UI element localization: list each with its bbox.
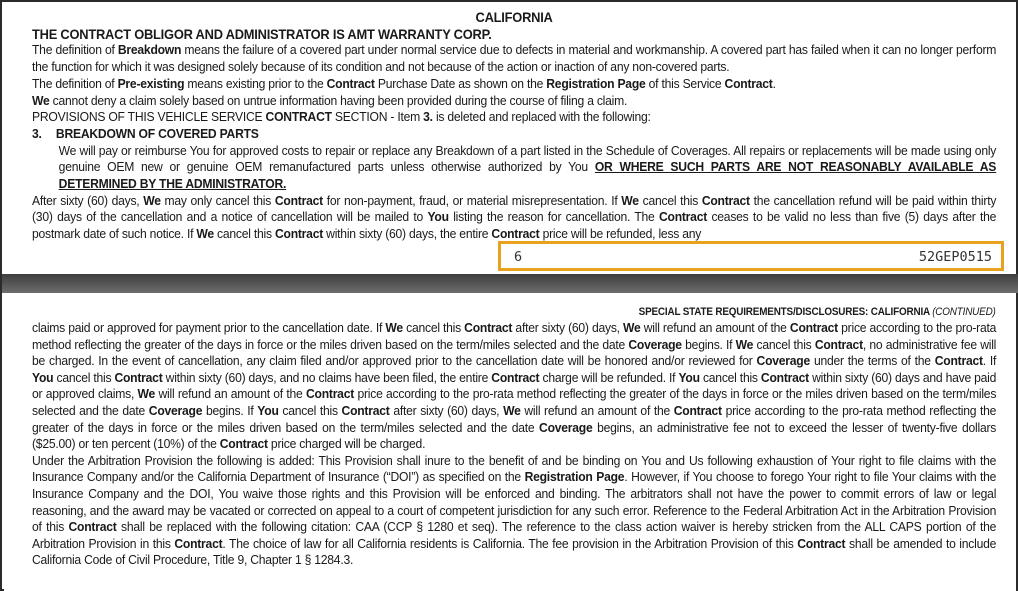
form-code: 52GEP0515 [918, 249, 992, 265]
continued-label: (CONTINUED) [932, 306, 996, 318]
breakdown-definition: The definition of Breakdown means the failure of a covered part under normal service due to defects in material and workmanship. A covered part has failed when it can no longer perform the function for which it was designed solely because of its condition and not because of the action or inaction of any non-covered parts. [32, 42, 997, 75]
document-page-1 [4, 4, 1016, 272]
preexisting-definition: The definition of Pre-existing means existing prior to the Contract Purchase Date as shown on the Registration Page of this Service Contract. [32, 75, 776, 91]
running-header: SPECIAL STATE REQUIREMENTS/DISCLOSURES: CALIFORNIA (CONTINUED) [639, 306, 996, 318]
arbitration-paragraph: Under the Arbitration Provision the following is added: This Provision shall inure to the benefit of and be binding on You and Us following exhaustion of Your right to file claims with the Insurance Company and/or the California Department of Insurance (“DOI”) as specified on the Registration Page. However, if You choose to forego Your right to file Your claims with the Insurance Company and the DOI, You waive those rights and this Provision will be enforced and binding. The arbitrators shall not have the power to commit errors of law or legal reasoning, and the award may be vacated or corrected on appeal to a court of competent jurisdiction for any such error. Reference to the Federal Arbitration Act in the Arbitration Provision of this Contract shall be replaced with the following citation: CAA (CCP § 1280 et seq). The reference to the class action waiver is hereby stricken from the ALL CAPS portion of the Arbitration Provision in this Contract. The choice of law for all California residents is California. The fee provision in the Arbitration Provision of this Contract shall be amended to include California Code of Civil Procedure, Title 9, Chapter 1 § 1284.3. [32, 452, 997, 568]
document-page-2 [4, 293, 1016, 591]
refund-paragraph: claims paid or approved for payment prior to the cancellation date. If We cancel this Contract after sixty (60) days, We will refund an amount of the Contract price according to the pro-rata method reflecting the greater of the days in force or the miles driven based on the term/miles selected and the date Coverage begins. If We cancel this Contract, no administrative fee will be charged. In the event of cancellation, any claim filed and/or approved prior to the cancellation date will be honored and/or reviewed for Coverage under the terms of the Contract. If You cancel this Contract within sixty (60) days, and no claims have been filed, the entire Contract charge will be refunded. If You cancel this Contract within sixty (60) days and have paid or approved claims, We will refund an amount of the Contract price according to the pro-rata method reflecting the greater of the days in force or the miles driven based on the term/miles selected and the date Coverage begins. If You cancel this Contract after sixty (60) days, We will refund an amount of the Contract price according to the pro-rata method reflecting the greater of the days in force or the miles driven based on the term/miles selected and the date Coverage begins, an administrative fee not to exceed the lesser of twenty-five dollars ($25.00) or ten percent (10%) of the Contract price charged will be charged. [32, 320, 997, 452]
provisions-statement: PROVISIONS OF THIS VEHICLE SERVICE CONTRACT SECTION - Item 3. is deleted and replaced with the following: [32, 109, 651, 125]
obligor-heading: THE CONTRACT OBLIGOR AND ADMINISTRATOR IS AMT WARRANTY CORP. [32, 25, 492, 42]
section-3-body: We will pay or reimburse You for approved costs to repair or replace any Breakdown of a part listed in the Schedule of Coverages. All repairs or replacements will be made using only genuine OEM new or genuine OEM remanufactured parts unless otherwise authorized by You OR WHERE SUCH PARTS ARE NOT REASONABLY AVAILABLE AS DETERMINED BY THE ADMINISTRATOR. [58, 142, 997, 192]
state-title: CALIFORNIA [475, 9, 553, 25]
section-number: 3. [32, 125, 42, 141]
deny-claim-statement: We cannot deny a claim solely based on untrue information having been provided during the course of filing a claim. [32, 92, 628, 108]
page-1-text [32, 9, 996, 243]
section-3-heading: 3. BREAKDOWN OF COVERED PARTS [32, 125, 259, 141]
page-number: 6 [514, 249, 523, 265]
page-2-text [32, 320, 996, 569]
cancellation-paragraph: After sixty (60) days, We may only cancel this Contract for non-payment, fraud, or material misrepresentation. If We cancel this Contract the cancellation refund will be paid within thirty (30) days of the cancellation and a notice of cancellation will be mailed to You listing the reason for cancellation. The Contract ceases to be valid no less than five (5) days after the postmark date of such notice. If We cancel this Contract within sixty (60) days, the entire Contract price will be refunded, less any [32, 192, 997, 242]
page-separator [2, 274, 1018, 293]
page-footer-highlight[interactable] [498, 241, 1004, 271]
